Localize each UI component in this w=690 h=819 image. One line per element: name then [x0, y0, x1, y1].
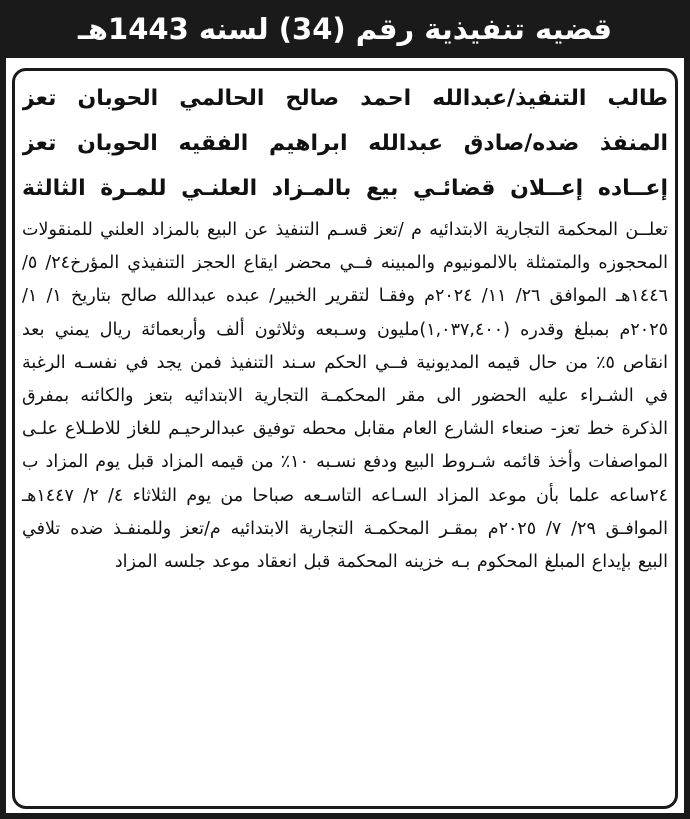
plaintiff-line: طالب التنفيذ/عبدالله احمد صالح الحالمي الحوبان تعز: [22, 86, 668, 111]
case-title: قضيه تنفيذية رقم (34) لسنه 1443هـ: [78, 12, 613, 46]
notice-content: [22, 76, 668, 579]
announcement-title: إعــاده إعــلان قضائـي بيع بالمـزاد العلنـي للمـرة الثالثة: [22, 176, 668, 201]
notice-body: تعلــن المحكمة التجارية الابتدائيه م /تعز قسـم التنفيذ عن البيع بالمزاد العلني للمنقولات المحجوزه والمتمثلة بالالمونيوم والمبينه فــي محضر ايقاع الحجز التنفيذي المؤرخ٢٤/ ٥/ ١٤٤٦هـ الموافق ٢٦/ ١١/ ٢٠٢٤م وفقـا لتقرير الخبير/ عبده عبدالله صالح بتاريخ ١/ ١/ ٢٠٢٥م بمبلغ وقدره (١,٠٣٧,٤٠٠)مليون وسـبعه وثلاثون ألف وأربعمائة ريال يمني بعد انقاص ٥٪ من حال قيمه المديونية فــي الحكم سـند التنفيذ فمن يجد في نفسـه الرغبة في الشـراء عليه الحضور الى مقر المحكمـة التجارية الابتدائيه بتعز والكائنه بمفرق الذكرة خط تعز- صنعاء الشارع العام مقابل محطه توفيق عبدالرحيـم للغاز للاطـلاع علـى المواصفات وأخذ قائمه شـروط البيع ودفع نسـبه ١٠٪ من قيمه المزاد قبل يوم المزاد ب ٢٤ساعه علما بأن موعد المزاد السـاعه التاسـعه صباحا من يوم الثلاثاء ٤/ ٢/ ١٤٤٧هـ الموافـق ٢٩/ ٧/ ٢٠٢٥م بمقـر المحكمـة التجارية الابتدائيه م/تعز وللمنفـذ ضده تلافي البيع بإيداع المبلغ المحكوم بـه خزينه المحكمة قبل انعقاد موعد جلسه المزاد: [22, 220, 669, 573]
defendant-line: المنفذ ضده/صادق عبدالله ابراهيم الفقيه الحوبان تعز: [22, 131, 668, 156]
case-header: [0, 0, 690, 58]
